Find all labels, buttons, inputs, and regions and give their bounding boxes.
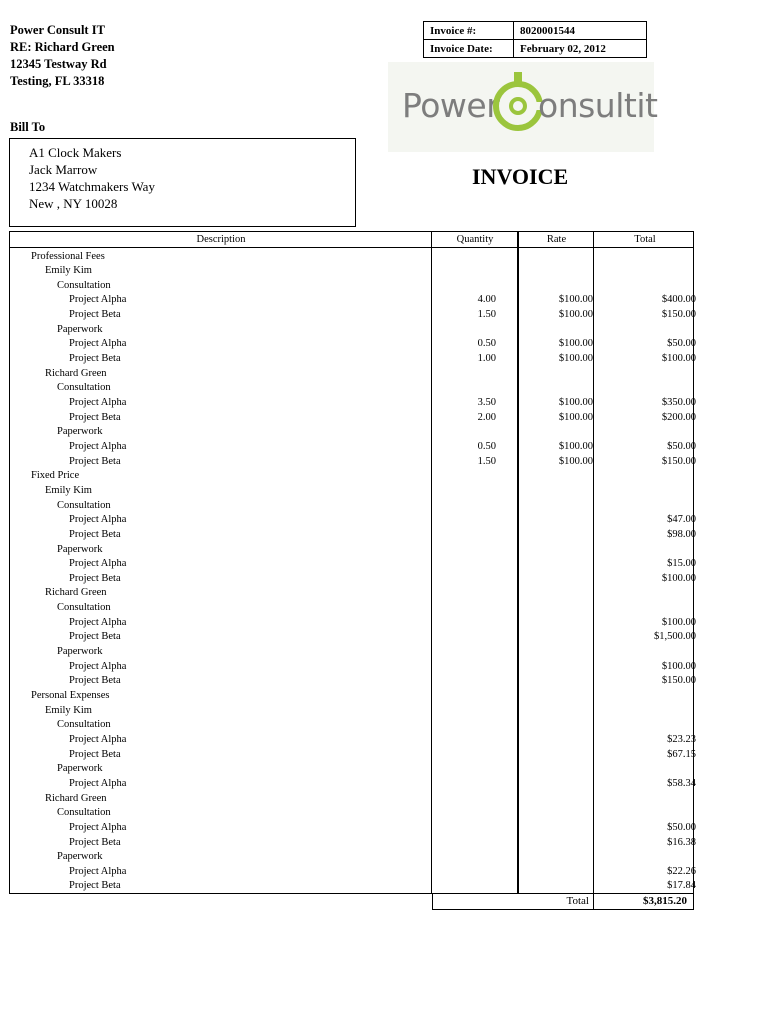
bill-to-line: A1 Clock Makers [29,145,122,160]
row-quantity: 0.50 [477,440,496,452]
company-city: Testing, FL 33318 [10,74,105,88]
row-total: $1,500.00 [654,631,696,643]
table-row [9,601,694,616]
row-description: Consultation [57,807,111,819]
table-row [9,879,694,894]
table-row [9,850,694,865]
table-row [9,718,694,733]
row-total: $150.00 [661,309,696,321]
row-quantity: 1.50 [477,309,496,321]
row-description: Paperwork [57,763,103,775]
grand-total-row [432,893,694,910]
row-total: $100.00 [661,616,696,628]
table-row [9,264,694,279]
row-total: $100.00 [661,660,696,672]
row-description: Paperwork [57,543,103,555]
row-description: Paperwork [57,323,103,335]
row-total: $22.26 [667,865,696,877]
table-row [9,674,694,689]
column-header-total: Total [634,234,656,245]
row-description: Richard Green [45,792,107,804]
row-total: $400.00 [661,294,696,306]
table-row [9,645,694,660]
row-description: Personal Expenses [31,690,110,701]
bill-to-label: Bill To [10,120,46,134]
column-header-quantity: Quantity [456,234,494,245]
row-description: Emily Kim [45,265,92,277]
invoice-number-label: Invoice #: [424,22,514,40]
row-total: $150.00 [661,675,696,687]
invoice-date: February 02, 2012 [514,40,647,58]
bill-to-line: New , NY 10028 [29,196,118,211]
row-description: Project Alpha [69,777,127,789]
row-description: Project Alpha [69,660,127,672]
table-row [9,689,694,704]
table-row [9,279,694,294]
row-description: Project Alpha [69,733,127,745]
bill-to-line: Jack Marrow [29,162,98,177]
row-total: $100.00 [661,353,696,365]
row-description: Project Beta [69,675,121,687]
table-row [9,323,694,338]
row-description: Project Beta [69,836,121,848]
table-row [9,630,694,645]
row-description: Project Alpha [69,338,127,350]
row-description: Project Alpha [69,514,127,526]
row-total: $50.00 [667,338,696,350]
table-row [9,821,694,836]
table-row [9,250,694,265]
row-total: $23.23 [667,733,696,745]
table-row [9,543,694,558]
row-description: Project Beta [69,748,121,760]
row-description: Project Alpha [69,294,127,306]
table-row [9,704,694,719]
table-row [9,865,694,880]
row-total: $67.15 [667,748,696,760]
table-row [9,660,694,675]
row-rate: $100.00 [558,353,593,365]
table-row [9,528,694,543]
row-description: Richard Green [45,587,107,599]
grand-total-label: Total [566,895,589,907]
row-quantity: 4.00 [477,294,496,306]
table-row [9,337,694,352]
row-quantity: 3.50 [477,397,496,408]
row-description: Paperwork [57,646,103,658]
table-row [9,396,694,411]
row-description: Consultation [57,602,111,614]
table-row [9,806,694,821]
row-description: Paperwork [57,851,103,863]
row-description: Consultation [57,382,111,394]
table-row [9,762,694,777]
table-row [9,499,694,514]
row-total: $17.84 [667,880,696,892]
table-row [9,748,694,763]
column-header-rate: Rate [546,234,567,245]
table-header [9,231,694,248]
table-row [9,733,694,748]
grand-total-value: $3,815.20 [643,895,687,907]
row-description: Consultation [57,499,111,511]
table-row [9,777,694,792]
company-address [10,22,115,90]
row-description: Consultation [57,279,111,291]
row-total: $150.00 [661,455,696,467]
column-header-description: Description [196,234,246,245]
row-description: Project Alpha [69,440,127,452]
table-row [9,455,694,470]
row-description: Project Beta [69,353,121,365]
company-name: Power Consult IT [10,23,105,37]
row-description: Project Beta [69,411,121,423]
row-rate: $100.00 [558,309,593,321]
row-description: Project Beta [69,528,121,540]
invoice-number: 8020001544 [514,22,647,40]
row-description: Emily Kim [45,484,92,496]
table-row [9,293,694,308]
row-description: Project Beta [69,880,121,892]
row-description: Project Alpha [69,616,127,628]
table-row [9,513,694,528]
table-row [9,616,694,631]
table-row [9,557,694,572]
row-quantity: 0.50 [477,338,496,350]
table-row [9,586,694,601]
row-description: Project Alpha [69,558,127,570]
row-total: $15.00 [667,558,696,570]
row-description: Consultation [57,719,111,731]
row-total: $350.00 [661,397,696,408]
row-description: Emily Kim [45,704,92,716]
row-rate: $100.00 [558,440,593,452]
row-quantity: 1.00 [477,353,496,365]
row-description: Project Beta [69,309,121,321]
table-row [9,308,694,323]
row-description: Paperwork [57,426,103,438]
table-row [9,411,694,426]
row-rate: $100.00 [558,294,593,306]
table-row [9,484,694,499]
table-row [9,469,694,484]
regarding-line: RE: Richard Green [10,40,115,54]
row-total: $47.00 [667,514,696,526]
table-row [9,836,694,851]
row-rate: $100.00 [558,338,593,350]
row-total: $58.34 [667,777,696,789]
logo-text-left: Power [402,86,500,125]
invoice-date-label: Invoice Date: [424,40,514,58]
column-divider [593,893,594,910]
invoice-meta-table [423,21,647,58]
row-description: Project Alpha [69,397,127,408]
row-total: $100.00 [661,572,696,584]
row-description: Project Beta [69,631,121,643]
row-total: $16.38 [667,836,696,848]
row-total: $200.00 [661,411,696,423]
row-description: Project Beta [69,455,121,467]
logo-text-right: onsultit [538,86,658,125]
row-description: Project Alpha [69,865,127,877]
table-row [9,425,694,440]
row-rate: $100.00 [558,397,593,408]
row-total: $98.00 [667,528,696,540]
table-row [9,440,694,455]
table-row [9,367,694,382]
row-rate: $100.00 [558,455,593,467]
row-description: Professional Fees [31,250,105,262]
row-rate: $100.00 [558,411,593,423]
row-quantity: 1.50 [477,455,496,467]
bill-to-line: 1234 Watchmakers Way [29,179,155,194]
company-street: 12345 Testway Rd [10,57,107,71]
table-row [9,381,694,396]
table-row [9,792,694,807]
row-quantity: 2.00 [477,411,496,423]
row-total: $50.00 [667,440,696,452]
row-description: Fixed Price [31,470,80,482]
row-description: Richard Green [45,367,107,379]
company-logo [388,62,658,152]
table-row [9,572,694,587]
row-description: Project Alpha [69,821,127,833]
table-row [9,352,694,367]
invoice-title: INVOICE [472,164,569,189]
row-total: $50.00 [667,821,696,833]
row-description: Project Beta [69,572,121,584]
bill-to-box [9,138,356,227]
